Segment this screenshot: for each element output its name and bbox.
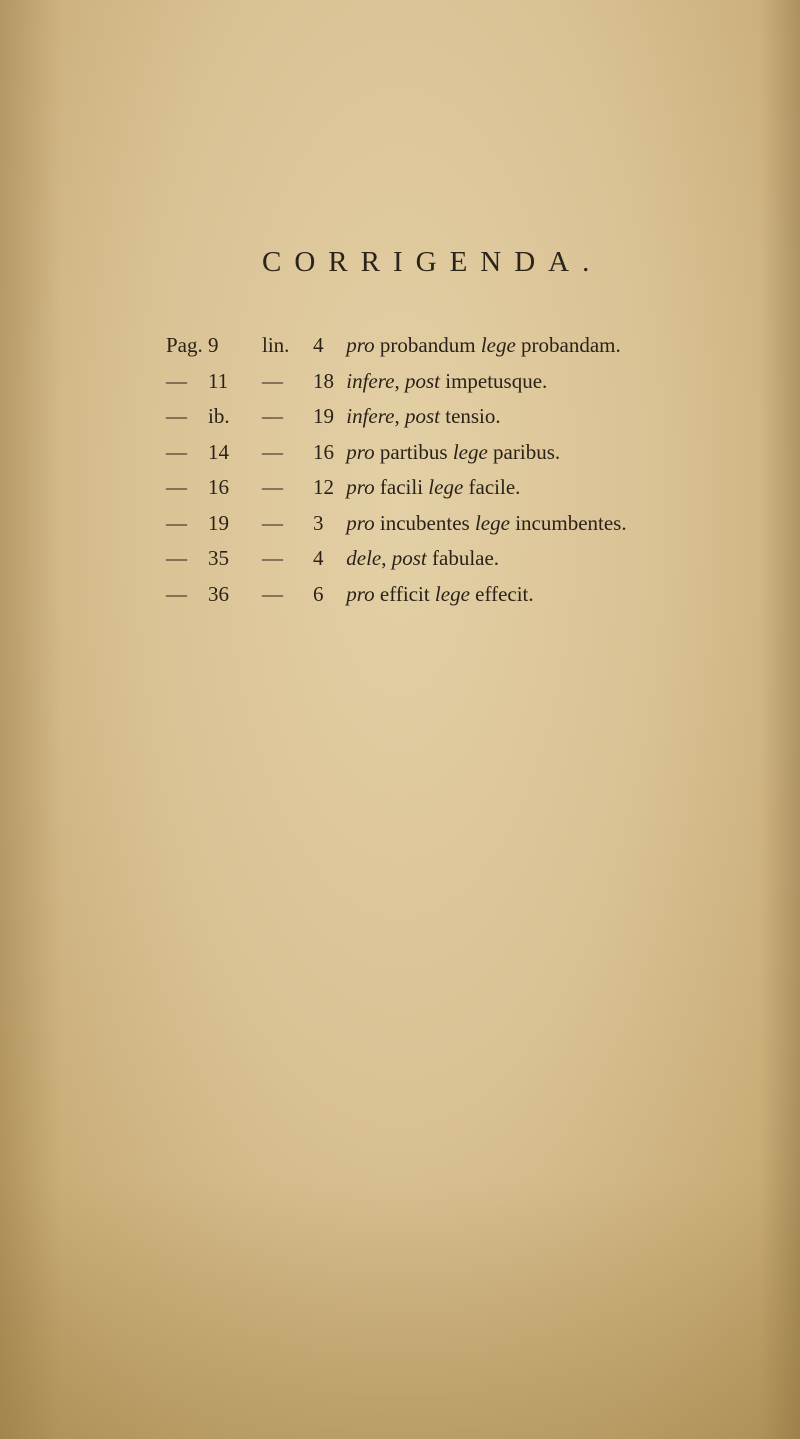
instruction-word: post bbox=[404, 404, 440, 428]
instruction-word: lege bbox=[480, 333, 516, 357]
original-text: partibus bbox=[379, 439, 448, 464]
instruction-word: lege bbox=[474, 510, 510, 535]
corrected-text: paribus. bbox=[493, 439, 561, 464]
original-text: probandum bbox=[379, 333, 476, 357]
instruction-word: post bbox=[391, 546, 427, 570]
corrigenda-list bbox=[166, 328, 766, 612]
page-edge-shade-bottom bbox=[0, 1179, 800, 1439]
corrected-text: probandam. bbox=[521, 333, 621, 357]
original-text: facili bbox=[379, 475, 424, 499]
instruction-word: pro bbox=[346, 333, 375, 357]
page-ref bbox=[166, 470, 246, 506]
line-number: 4 bbox=[313, 333, 324, 357]
corrected-text: facile. bbox=[468, 475, 521, 499]
page-prefix: — bbox=[166, 404, 187, 428]
line-number: 18 bbox=[313, 368, 334, 393]
line-number: 6 bbox=[313, 581, 324, 606]
corrected-text: fabulae. bbox=[432, 546, 500, 570]
page-number: 9 bbox=[208, 333, 219, 357]
page-ref bbox=[166, 541, 246, 577]
line-label: — bbox=[262, 510, 283, 535]
page-ref bbox=[166, 506, 246, 542]
correction bbox=[313, 541, 499, 577]
corrected-text: incumbentes. bbox=[515, 510, 627, 535]
instruction-word: pro bbox=[346, 475, 375, 499]
line-number: 16 bbox=[313, 439, 334, 464]
correction bbox=[313, 577, 534, 613]
original-text: incubentes bbox=[379, 510, 470, 535]
correction bbox=[313, 470, 520, 506]
correction bbox=[313, 506, 627, 542]
page-number: 14 bbox=[208, 439, 229, 464]
line-label: — bbox=[262, 404, 283, 428]
line-number: 3 bbox=[313, 510, 324, 535]
page-prefix: Pag. bbox=[166, 333, 203, 357]
corrected-text: effecit. bbox=[475, 581, 534, 606]
correction bbox=[313, 364, 547, 400]
line-label: — bbox=[262, 581, 283, 606]
original-text: efficit bbox=[379, 581, 430, 606]
list-item bbox=[166, 399, 766, 435]
instruction-word: lege bbox=[452, 439, 488, 464]
line-label: — bbox=[262, 368, 283, 393]
line-number: 12 bbox=[313, 475, 334, 499]
instruction-word: lege bbox=[434, 581, 470, 606]
line-label: lin. bbox=[262, 333, 290, 357]
list-item bbox=[166, 328, 766, 364]
page-number: 36 bbox=[208, 581, 229, 606]
original-text: , bbox=[394, 404, 400, 428]
page-number: ib. bbox=[208, 404, 230, 428]
correction bbox=[313, 328, 621, 364]
line-label: — bbox=[262, 439, 283, 464]
correction bbox=[313, 435, 560, 471]
page-prefix: — bbox=[166, 546, 187, 570]
page-ref bbox=[166, 364, 246, 400]
corrected-text: impetusque. bbox=[445, 368, 548, 393]
line-label: — bbox=[262, 546, 283, 570]
instruction-word: dele bbox=[346, 546, 382, 570]
list-item bbox=[166, 470, 766, 506]
instruction-word: pro bbox=[346, 581, 375, 606]
page-title: CORRIGENDA. bbox=[262, 246, 603, 278]
page-prefix: — bbox=[166, 368, 187, 393]
page-prefix: — bbox=[166, 475, 187, 499]
page-ref bbox=[166, 399, 246, 435]
original-text: , bbox=[381, 546, 387, 570]
list-item bbox=[166, 364, 766, 400]
instruction-word: pro bbox=[346, 439, 375, 464]
page-number: 16 bbox=[208, 475, 229, 499]
corrected-text: tensio. bbox=[445, 404, 501, 428]
instruction-word: post bbox=[404, 368, 440, 393]
page-number: 35 bbox=[208, 546, 229, 570]
instruction-word: lege bbox=[428, 475, 464, 499]
line-label: — bbox=[262, 475, 283, 499]
page-prefix: — bbox=[166, 581, 187, 606]
instruction-word: infere bbox=[346, 404, 395, 428]
page-ref bbox=[166, 328, 246, 364]
page-ref bbox=[166, 577, 246, 613]
instruction-word: pro bbox=[346, 510, 375, 535]
page-number: 19 bbox=[208, 510, 229, 535]
page-ref bbox=[166, 435, 246, 471]
list-item bbox=[166, 541, 766, 577]
page-prefix: — bbox=[166, 439, 187, 464]
page-number: 11 bbox=[208, 368, 229, 393]
line-number: 19 bbox=[313, 404, 334, 428]
instruction-word: infere bbox=[346, 368, 395, 393]
original-text: , bbox=[394, 368, 400, 393]
page-prefix: — bbox=[166, 510, 187, 535]
list-item bbox=[166, 435, 766, 471]
list-item bbox=[166, 506, 766, 542]
line-number: 4 bbox=[313, 546, 324, 570]
correction bbox=[313, 399, 501, 435]
list-item bbox=[166, 577, 766, 613]
